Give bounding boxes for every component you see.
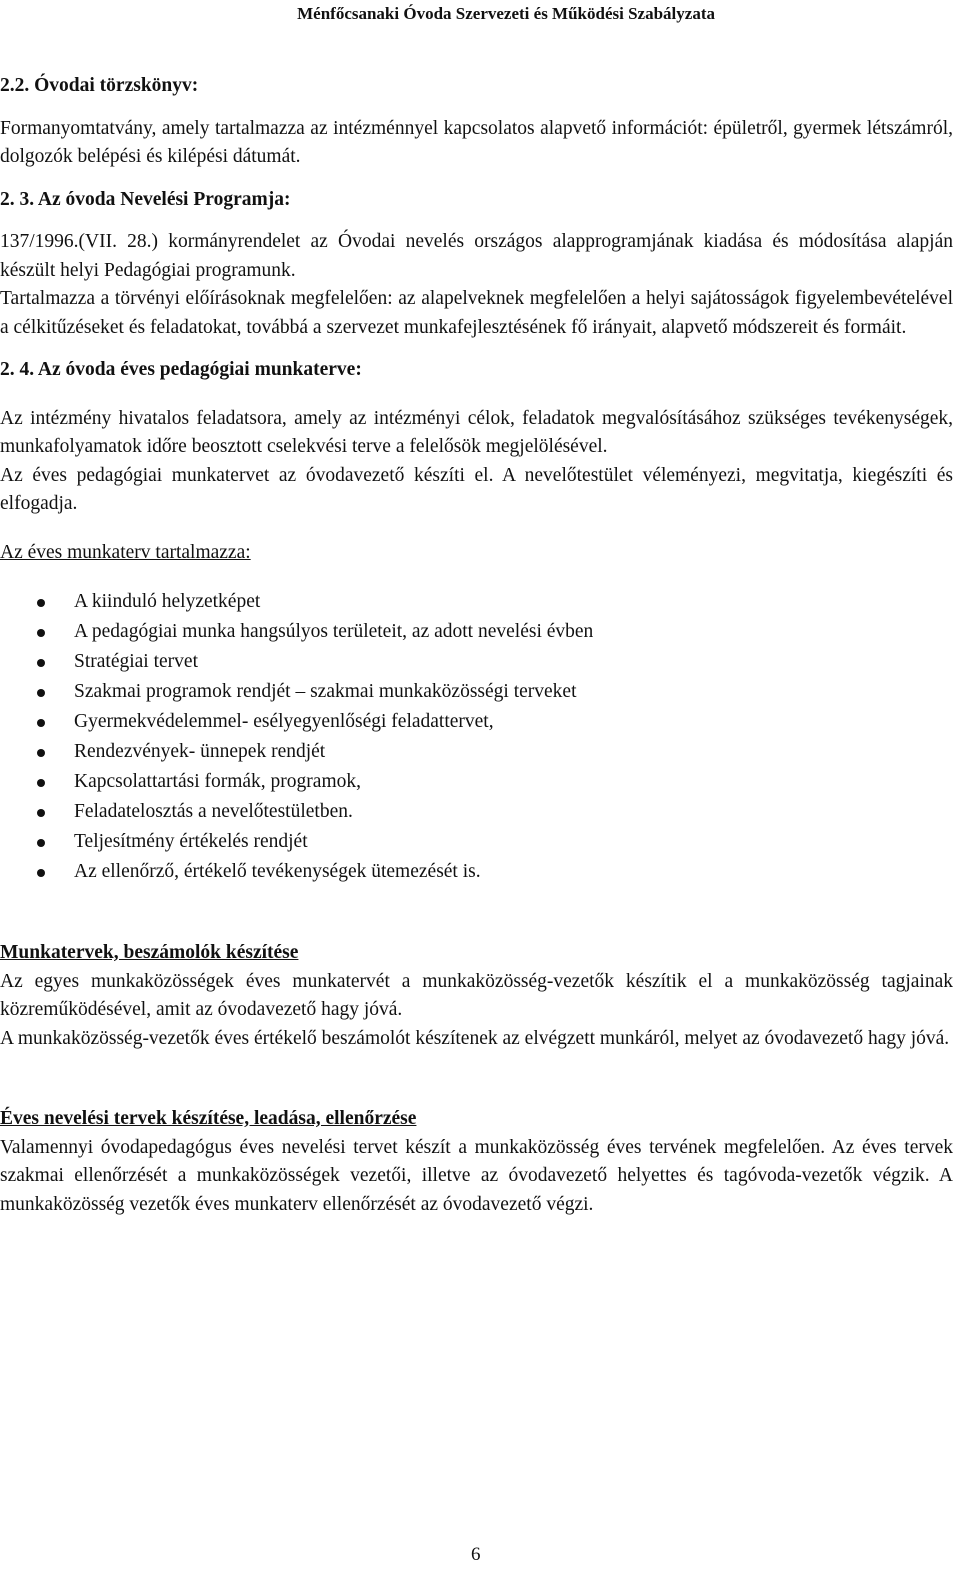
section-2-3-paragraph-2: Tartalmazza a törvényi előírásoknak megfelelően: az alapelveknek megfelelően a helyi sajátosságok figyelembevételével a célkitűzéseket és feladatokat, továbbá a szervezet munkafejlesztésének fő irányait, alapvető módszereit és formáit. <box>0 288 953 338</box>
list-item: Rendezvények- ünnepek rendjét <box>0 737 953 767</box>
page-number: 6 <box>471 1544 481 1565</box>
list-item: Szakmai programok rendjét – szakmai munkaközösségi terveket <box>0 677 953 707</box>
bullet-icon <box>37 689 45 697</box>
list-item: Gyermekvédelemmel- esélyegyenlőségi feladattervet, <box>0 707 953 737</box>
munkatervek-paragraph-2: A munkaközösség-vezetők éves értékelő beszámolót készítenek az elvégzett munkáról, melyet az óvodavezető hagy jóvá. <box>0 1027 950 1049</box>
eves-tervek-heading: Éves nevelési tervek készítése, leadása, ellenőrzése <box>0 1108 417 1129</box>
workplan-contents-list <box>0 587 953 887</box>
list-item: Az ellenőrző, értékelő tevékenységek ütemezését is. <box>0 857 953 887</box>
list-heading: Az éves munkaterv tartalmazza: <box>0 541 251 563</box>
section-2-2-heading: 2.2. Óvodai törzskönyv: <box>0 75 199 96</box>
list-item: Kapcsolattartási formák, programok, <box>0 767 953 797</box>
section-2-4-paragraph-1: Az intézmény hivatalos feladatsora, amely az intézményi célok, feladatok megvalósításához szükséges tevékenységek, munkafolyamatok időre beosztott cselekvési terve a felelősök megjelölésével. <box>0 407 953 457</box>
list-item: Stratégiai tervet <box>0 647 953 677</box>
eves-tervek-paragraph: Valamennyi óvodapedagógus éves nevelési tervet készít a munkaközösség éves tervének megfelelően. Az éves tervek szakmai ellenőrzését a munkaközösségek vezetői, illetve az óvodavezető helyettes és tagóvoda-vezetők végzik. A munkaközösség vezetők éves munkaterv ellenőrzését az óvodavezető végzi. <box>0 1136 953 1215</box>
section-2-3-paragraph-1: 137/1996.(VII. 28.) kormányrendelet az Óvodai nevelés országos alapprogramjának kiadása és módosítása alapján készült helyi Pedagógiai programunk. <box>0 231 953 281</box>
document-header: Ménfőcsanaki Óvoda Szervezeti és Működési Szabályzata <box>297 4 715 23</box>
bullet-icon <box>37 869 45 877</box>
munkatervek-heading: Munkatervek, beszámolók készítése <box>0 942 299 963</box>
bullet-icon <box>37 839 45 847</box>
list-item: A kiinduló helyzetképet <box>0 587 953 617</box>
bullet-icon <box>37 659 45 667</box>
section-2-3-heading: 2. 3. Az óvoda Nevelési Programja: <box>0 188 291 210</box>
bullet-icon <box>37 749 45 757</box>
section-2-4-paragraph-2: Az éves pedagógiai munkatervet az óvodavezető készíti el. A nevelőtestület véleményezi, megvitatja, kiegészíti és elfogadja. <box>0 464 953 514</box>
list-item: Teljesítmény értékelés rendjét <box>0 827 953 857</box>
list-item: Feladatelosztás a nevelőtestületben. <box>0 797 953 827</box>
munkatervek-paragraph-1: Az egyes munkaközösségek éves munkatervét a munkaközösség-vezetők készítik el a munkaközösség tagjainak közreműködésével, amit az óvodavezető hagy jóvá. <box>0 970 953 1020</box>
document-body <box>0 72 953 1219</box>
bullet-icon <box>37 599 45 607</box>
bullet-icon <box>37 779 45 787</box>
list-item: A pedagógiai munka hangsúlyos területeit, az adott nevelési évben <box>0 617 953 647</box>
section-2-4-heading: 2. 4. Az óvoda éves pedagógiai munkaterve: <box>0 359 362 380</box>
bullet-icon <box>37 809 45 817</box>
section-2-2-text: Formanyomtatvány, amely tartalmazza az intézménnyel kapcsolatos alapvető információt: épületről, gyermek létszámról, dolgozók belépési és kilépési dátumát. <box>0 117 953 167</box>
bullet-icon <box>37 719 45 727</box>
bullet-icon <box>37 629 45 637</box>
